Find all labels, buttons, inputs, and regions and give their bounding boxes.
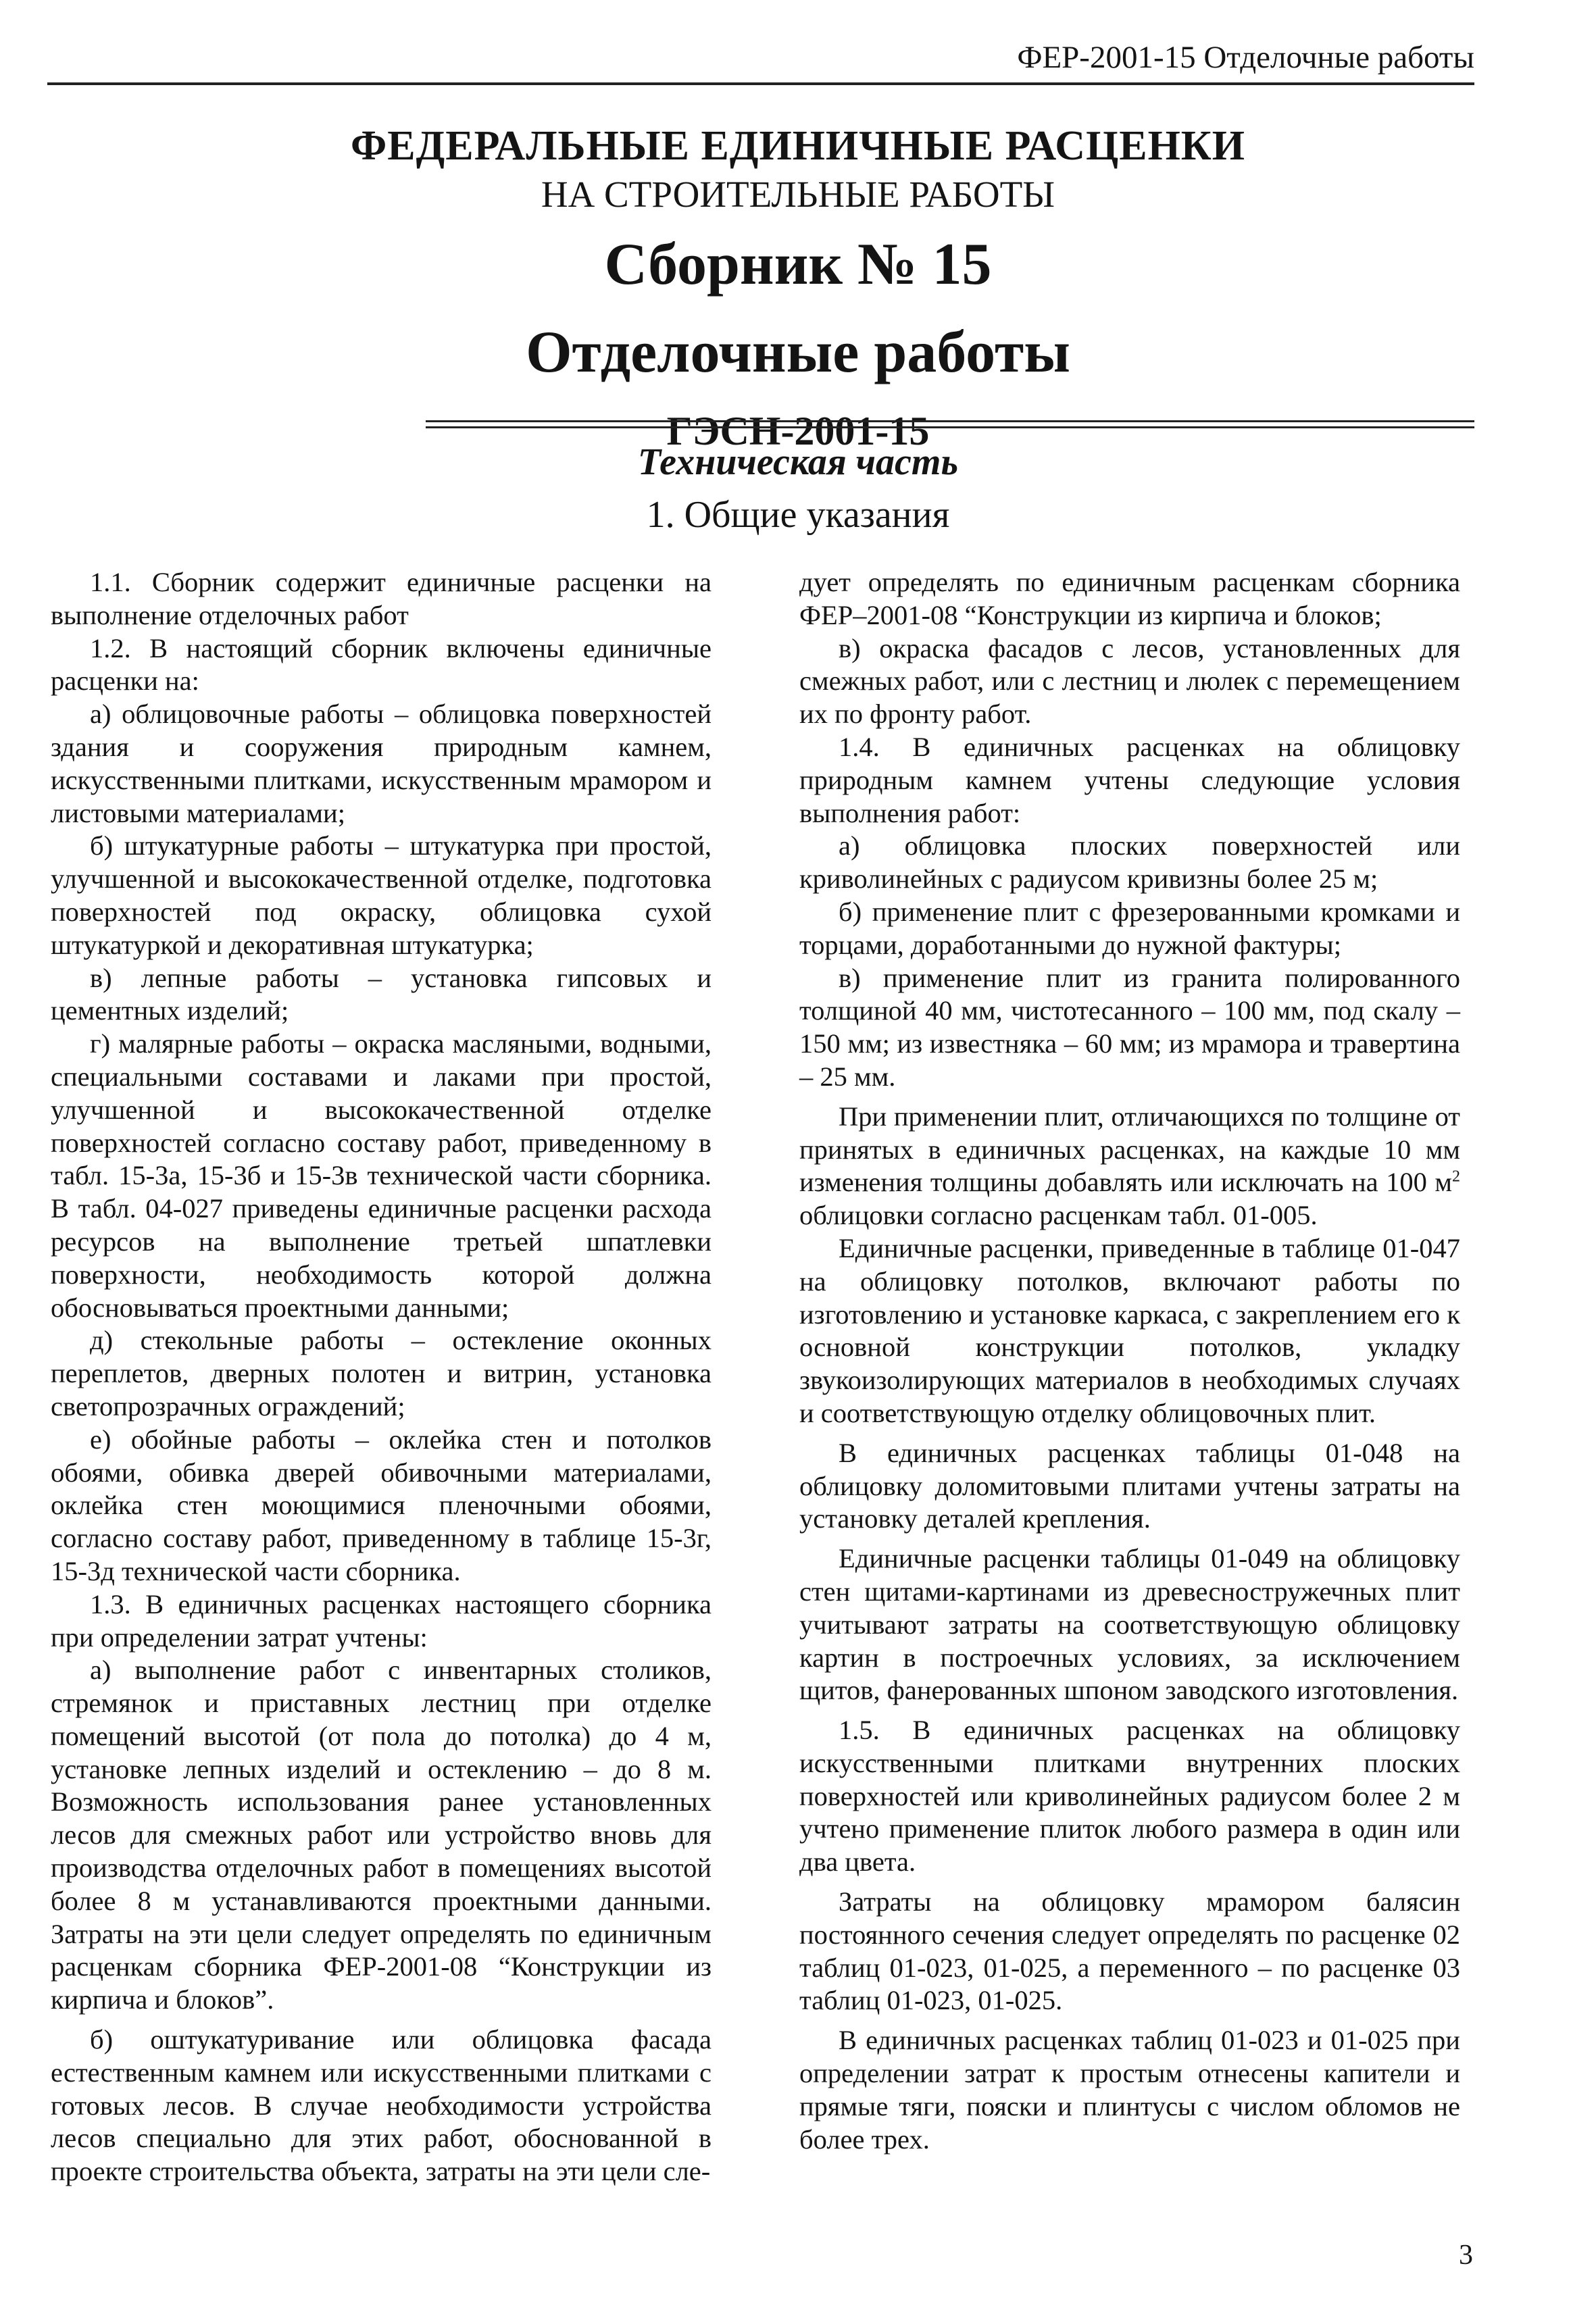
paragraph: б) штукатурные работы – штукатурка при простой, улучшенной и высококачественной отделке, подготовка поверхностей под окраску, облицовка сухой штукатуркой и декоративная штукатурка; <box>51 830 712 960</box>
paragraph: а) выполнение работ с инвентарных столиков, стремянок и приставных лестниц при отделке помещений высотой (от пола до потолка) до 4 м, установке лепных изделий и остеклению – до 8 м. Возможность использования ранее установленных лесов для смежных работ или устройство вновь для производства отделочных работ в помещениях высотой более 8 м устанавливаются проектными данными. Затраты на эти цели следует определять по единичным расценкам сборника ФЕР-2001-08 “Конструкции из кирпича и блоков”. <box>51 1655 712 2015</box>
section-title: Техническая часть <box>637 441 959 483</box>
paragraph: а) облицовочные работы – облицовка поверхностей здания и сооружения природным камнем, искусственными плитками, искусственным мрамором и листовыми материалами; <box>51 699 712 828</box>
paragraph: дует определять по единичным расценкам сборника ФЕР–2001-08 “Конструкции из кирпича и блоков; <box>799 567 1460 630</box>
paragraph: в) окраска фасадов с лесов, установленных для смежных работ, или с лестниц и люлек с перемещением их по фронту работ. <box>799 632 1460 730</box>
paragraph: 1.4. В единичных расценках на облицовку природным камнем учтены следующие условия выполнения работ: <box>799 731 1460 828</box>
title-block <box>0 120 1596 455</box>
collection-name: Отделочные работы <box>526 320 1070 385</box>
paragraph: 1.2. В настоящий сборник включены единичные расценки на: <box>51 632 712 697</box>
right-column <box>799 566 1460 2156</box>
paragraph: 1.5. В единичных расценках на облицовку искусственными плитками внутренних плоских поверхностей или криволинейных радиусом более 2 м учтено применение плиток любого размера в один или два цвета. <box>799 1715 1460 1878</box>
paragraph-text: облицовки согласно расценкам табл. 01-005. <box>799 1200 1318 1231</box>
paragraph: 1.1. Сборник содержит единичные расценки на выполнение отделочных работ <box>51 567 712 630</box>
paragraph: е) обойные работы – оклейка стен и потолков обоями, обивка дверей обивочными материалами, оклейка стен моющимися пленочными обоями, согласно составу работ, приведенному в таблице 15-3г, 15-3д технической части сборника. <box>51 1424 712 1586</box>
paragraph: В единичных расценках таблиц 01-023 и 01-025 при определении затрат к простым отнесены капители и прямые тяги, пояски и плинтусы с числом обломов не более трех. <box>799 2025 1460 2155</box>
subsection-title: 1. Общие указания <box>646 494 950 536</box>
superscript: 2 <box>1452 1167 1460 1186</box>
paragraph: в) применение плит из гранита полированного толщиной 40 мм, чистотесанного – 100 мм, под скалу – 150 мм; из известняка – 60 мм; из мрамора и травертина – 25 мм. <box>799 962 1460 1092</box>
title-line-1: ФЕДЕРАЛЬНЫЕ ЕДИНИЧНЫЕ РАСЦЕНКИ <box>350 123 1245 169</box>
paragraph: г) малярные работы – окраска масляными, водными, специальными составами и лаками при простой, улучшенной и высококачественной отделке поверхностей согласно составу работ, приведенному в табл. 15-3а, 15-3б и 15-3в технической части сборника. В табл. 04-027 приведены единичные расценки расхода ресурсов на выполнение третьей шпатлевки поверхности, необходимость которой должна обосновываться проектными данными; <box>51 1028 712 1323</box>
paragraph: 1.3. В единичных расценках настоящего сборника при определении затрат учтены: <box>51 1588 712 1653</box>
running-header-text: ФЕР-2001-15 Отделочные работы <box>1017 40 1474 75</box>
paragraph-text: При применении плит, отличающихся по толщине от принятых в единичных расценках, на каждые 10 мм изменения толщины добавлять или исключать на 100 м <box>799 1101 1460 1198</box>
title-divider <box>426 420 1474 428</box>
paragraph: в) лепные работы – установка гипсовых и цементных изделий; <box>51 962 712 1026</box>
collection-number: Сборник № 15 <box>604 232 992 297</box>
paragraph: Единичные расценки, приведенные в таблице 01-047 на облицовку потолков, включают работы по изготовлению и установке каркаса, с закреплением его к основной конструкции потолков, укладку звукоизолирующих материалов в необходимых случаях и соответствующую отделку облицовочных плит. <box>799 1232 1460 1428</box>
paragraph: В единичных расценках таблицы 01-048 на облицовку доломитовыми плитами учтены затраты на установку деталей крепления. <box>799 1437 1460 1534</box>
paragraph <box>799 1101 1460 1232</box>
paragraph: Затраты на облицовку мрамором балясин постоянного сечения следует определять по расценке 02 таблиц 01-023, 01-025, а переменного – по расценке 03 таблиц 01-023, 01-025. <box>799 1886 1460 2016</box>
title-line-2: НА СТРОИТЕЛЬНЫЕ РАБОТЫ <box>541 174 1055 215</box>
paragraph: б) применение плит с фрезерованными кромками и торцами, доработанными до нужной фактуры; <box>799 896 1460 960</box>
running-header <box>47 27 1474 85</box>
paragraph: д) стекольные работы – остекление оконных переплетов, дверных полотен и витрин, установка светопрозрачных ограждений; <box>51 1325 712 1422</box>
standard-code: ГЭСН-2001-15 <box>666 409 930 453</box>
page-number: 3 <box>1459 2240 1473 2271</box>
paragraph: а) облицовка плоских поверхностей или криволинейных с радиусом кривизны более 25 м; <box>799 830 1460 895</box>
paragraph: Единичные расценки таблицы 01-049 на облицовку стен щитами-картинами из древесностружечных плит учитывают затраты на соответствующую облицовку картин в построечных условиях, за исключением щитов, фанерованных шпоном заводского изготовления. <box>799 1543 1460 1706</box>
paragraph: б) оштукатуривание или облицовка фасада естественным камнем или искусственными плитками с готовых лесов. В случае необходимости устройства лесов специально для этих работ, обоснованной в проекте строительства объекта, затраты на эти цели сле- <box>51 2024 712 2187</box>
left-column <box>51 566 712 2188</box>
